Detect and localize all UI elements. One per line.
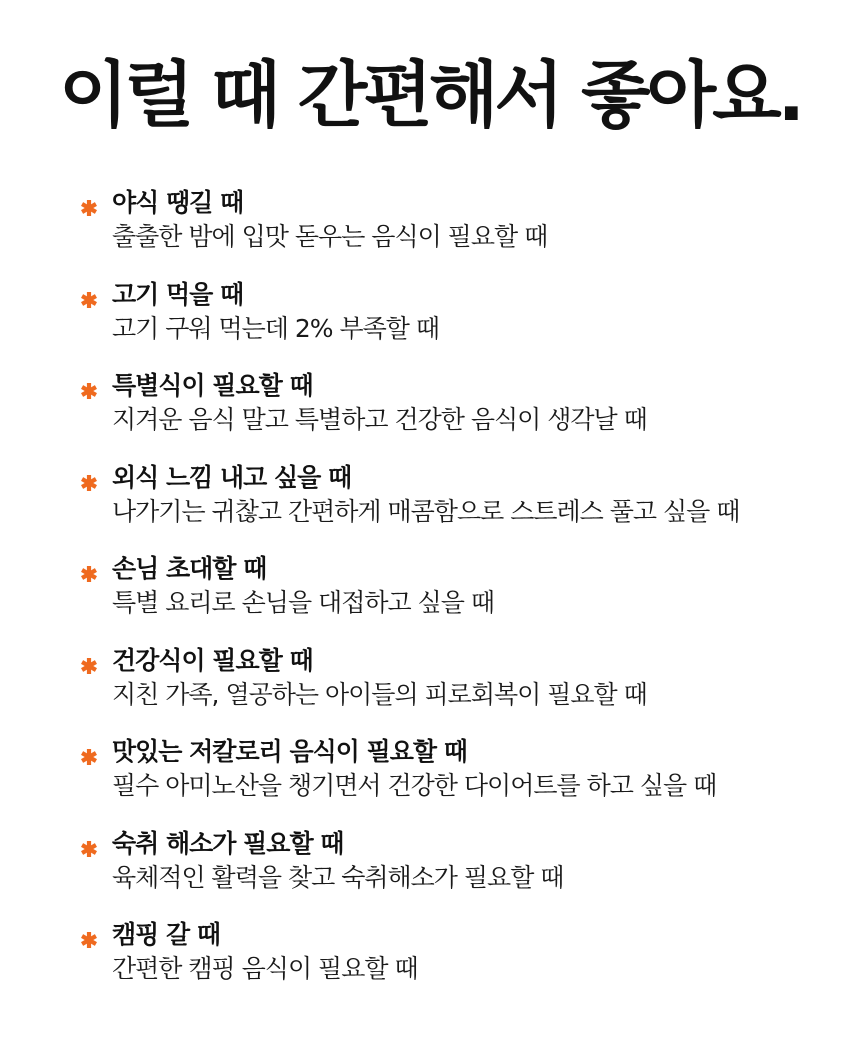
item-heading: 건강식이 필요할 때	[112, 645, 313, 675]
item-description: 특별 요리로 손님을 대접하고 싶을 때	[112, 588, 494, 617]
asterisk-icon	[78, 645, 100, 679]
item-heading: 맛있는 저칼로리 음식이 필요할 때	[112, 737, 467, 766]
list-item	[78, 644, 838, 736]
item-description: 필수 아미노산을 챙기면서 건강한 다이어트를 하고 싶을 때	[112, 771, 717, 800]
list-item	[78, 186, 838, 278]
asterisk-icon	[78, 462, 100, 496]
item-description: 고기 구워 먹는데 2% 부족할 때	[112, 313, 440, 343]
asterisk-icon	[78, 279, 100, 313]
list-item	[78, 552, 838, 644]
item-heading: 야식 땡길 때	[112, 188, 244, 217]
item-description: 지친 가족, 열공하는 아이들의 피로회복이 필요할 때	[112, 679, 647, 709]
list-item	[78, 278, 838, 370]
asterisk-icon	[78, 187, 100, 221]
item-heading: 특별식이 필요할 때	[112, 371, 313, 400]
item-heading: 고기 먹을 때	[112, 279, 244, 309]
list-item	[78, 918, 838, 1010]
item-description: 지겨운 음식 말고 특별하고 건강한 음식이 생각날 때	[112, 405, 647, 434]
list-item	[78, 735, 838, 827]
item-description: 나가기는 귀찮고 간편하게 매콤함으로 스트레스 풀고 싶을 때	[112, 496, 740, 526]
asterisk-icon	[78, 553, 100, 587]
page-title: 이럴 때 간편해서 좋아요.	[58, 53, 802, 137]
situation-list	[78, 186, 838, 1010]
asterisk-icon	[78, 828, 100, 862]
list-item	[78, 827, 838, 919]
item-description: 출출한 밤에 입맛 돋우는 음식이 필요할 때	[112, 222, 548, 251]
asterisk-icon	[78, 736, 100, 770]
item-heading: 손님 초대할 때	[112, 554, 267, 583]
item-heading: 캠핑 갈 때	[112, 920, 221, 949]
list-item	[78, 369, 838, 461]
item-heading: 외식 느낌 내고 싶을 때	[112, 462, 352, 492]
item-description: 육체적인 활력을 찾고 숙취해소가 필요할 때	[112, 862, 564, 892]
asterisk-icon	[78, 919, 100, 953]
item-description: 간편한 캠핑 음식이 필요할 때	[112, 954, 418, 983]
item-heading: 숙취 해소가 필요할 때	[112, 828, 344, 858]
asterisk-icon	[78, 370, 100, 404]
list-item	[78, 461, 838, 553]
